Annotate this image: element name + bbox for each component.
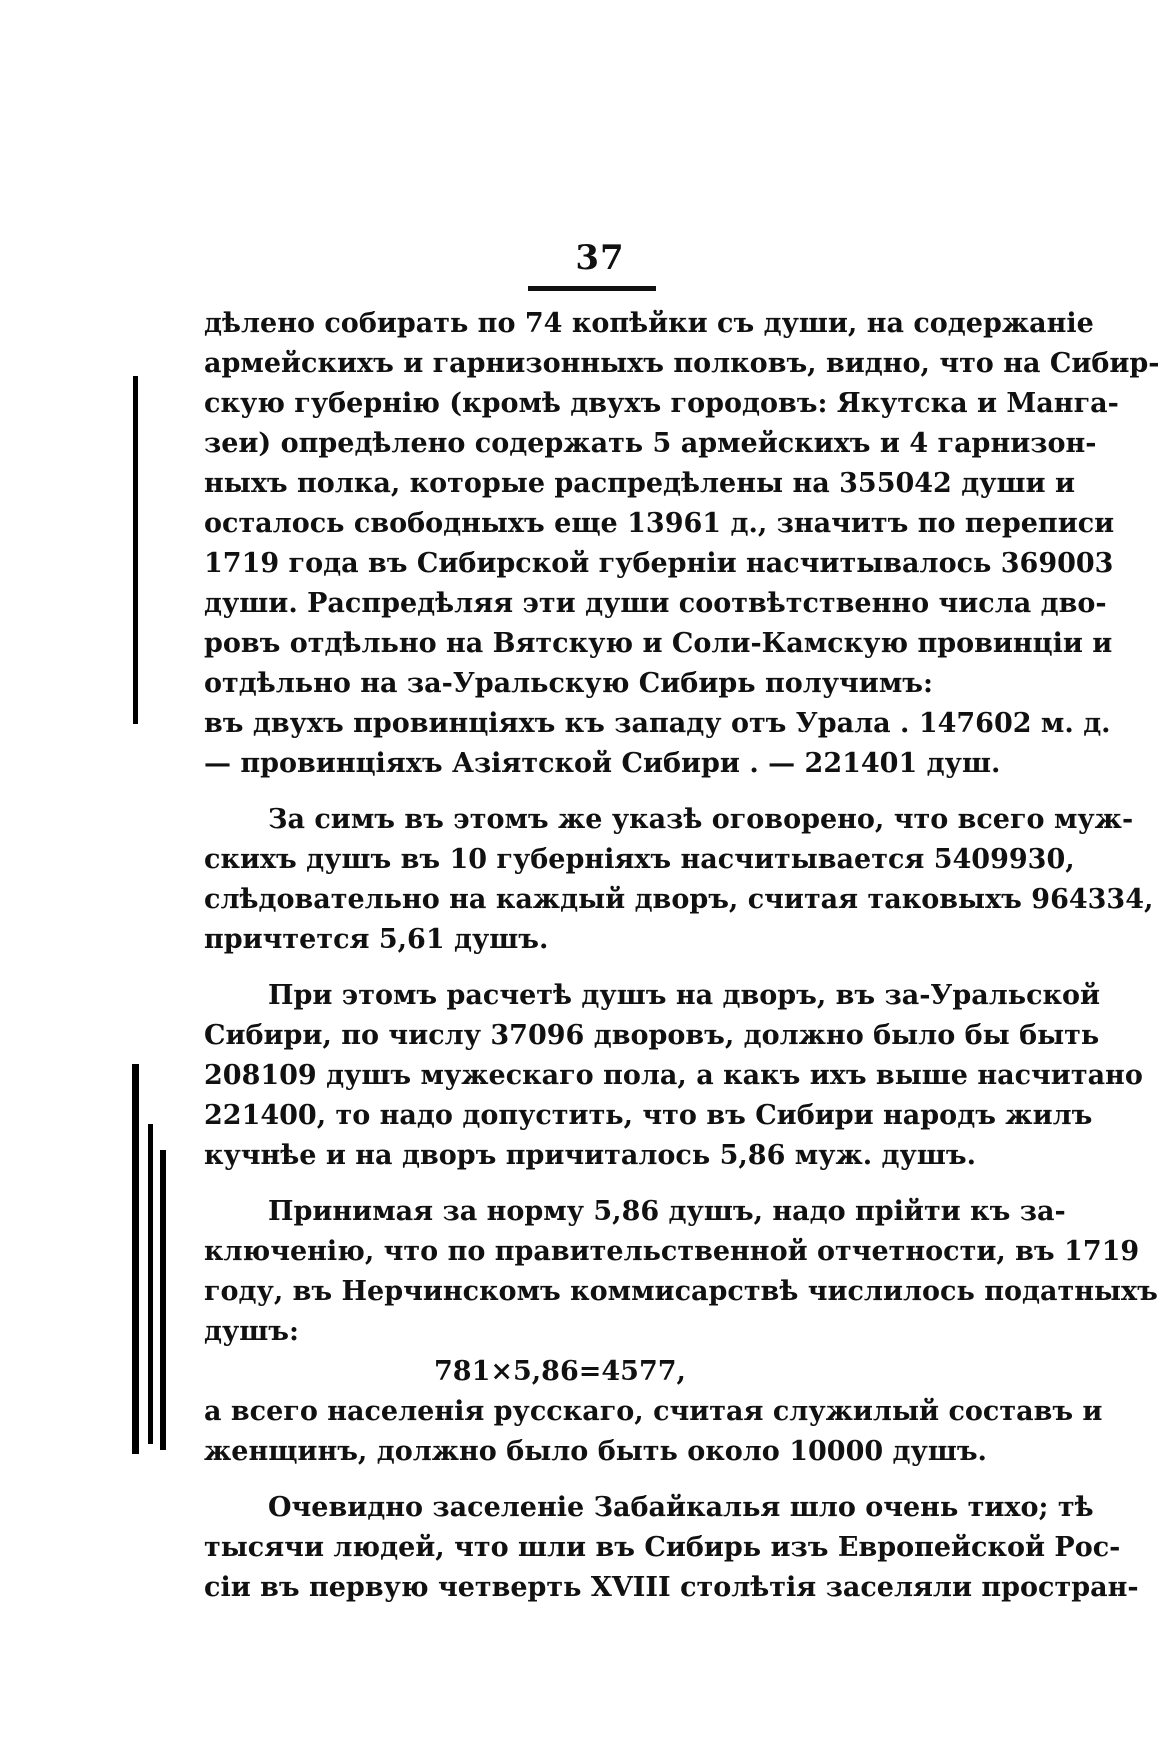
text-line: осталось свободныхъ еще 13961 д., значитъ по переписи (204, 508, 1115, 539)
text-line: ровъ отдѣльно на Вятскую и Соли-Камскую провинціи и (204, 628, 1113, 659)
text-line: 781×5,86=4577, (434, 1356, 686, 1387)
text-line: зеи) опредѣлено содержать 5 армейскихъ и 4 гарнизон- (204, 428, 1097, 459)
text-line: тысячи людей, что шли въ Сибирь изъ Европейской Рос- (204, 1532, 1121, 1563)
text-line: въ двухъ провинціяхъ къ западу отъ Урала . 147602 м. д. (204, 708, 1111, 739)
text-line: сіи въ первую четверть XVIII столѣтія заселяли простран- (204, 1572, 1139, 1603)
text-line: 208109 душъ мужескаго пола, а какъ ихъ выше насчитано (204, 1060, 1143, 1091)
body-text (204, 304, 1160, 1608)
text-line: душъ: (204, 1316, 299, 1347)
text-line: армейскихъ и гарнизонныхъ полковъ, видно, что на Сибир- (204, 348, 1160, 379)
text-line: ныхъ полка, которые распредѣлены на 355042 души и (204, 468, 1075, 499)
text-line: а всего населенія русскаго, считая служилый составъ и (204, 1396, 1103, 1427)
text-line: ключенію, что по правительственной отчетности, въ 1719 (204, 1236, 1140, 1267)
text-line: отдѣльно на за-Уральскую Сибирь получимъ: (204, 668, 933, 699)
scan-margin-bar (148, 1124, 153, 1444)
text-line: Сибири, по числу 37096 дворовъ, должно было бы быть (204, 1020, 1100, 1051)
text-line: кучнѣе и на дворъ причиталось 5,86 муж. душъ. (204, 1140, 976, 1171)
text-line: женщинъ, должно было быть около 10000 душъ. (204, 1436, 987, 1467)
text-line: скую губернію (кромѣ двухъ городовъ: Якутска и Манга- (204, 388, 1119, 419)
text-line: За симъ въ этомъ же указѣ оговорено, что всего муж- (268, 804, 1134, 835)
text-line: дѣлено собирать по 74 копѣйки съ души, на содержаніе (204, 308, 1094, 339)
scan-margin-bar (133, 376, 138, 724)
header-rule (528, 286, 656, 291)
scan-margin-bar (160, 1150, 166, 1450)
text-line: Очевидно заселеніе Забайкалья шло очень тихо; тѣ (268, 1492, 1094, 1523)
text-line: году, въ Нерчинскомъ коммисарствѣ числилось податныхъ (204, 1276, 1158, 1307)
text-line: скихъ душъ въ 10 губерніяхъ насчитывается 5409930, (204, 844, 1075, 875)
text-line: слѣдовательно на каждый дворъ, считая таковыхъ 964334, (204, 884, 1154, 915)
text-line: Принимая за норму 5,86 душъ, надо прійти къ за- (268, 1196, 1066, 1227)
text-line: 1719 года въ Сибирской губерніи насчитывалось 369003 (204, 548, 1114, 579)
scan-margin-bar (132, 1064, 139, 1454)
text-line: — провинціяхъ Азіятской Сибири . — 221401 душ. (204, 748, 1001, 779)
text-line: При этомъ расчетѣ душъ на дворъ, въ за-Уральской (268, 980, 1101, 1011)
text-line: души. Распредѣляя эти души соотвѣтственно числа дво- (204, 588, 1107, 619)
text-line: 221400, то надо допустить, что въ Сибири народъ жилъ (204, 1100, 1093, 1131)
page-number: 37 (575, 238, 625, 278)
text-line: причтется 5,61 душъ. (204, 924, 549, 955)
